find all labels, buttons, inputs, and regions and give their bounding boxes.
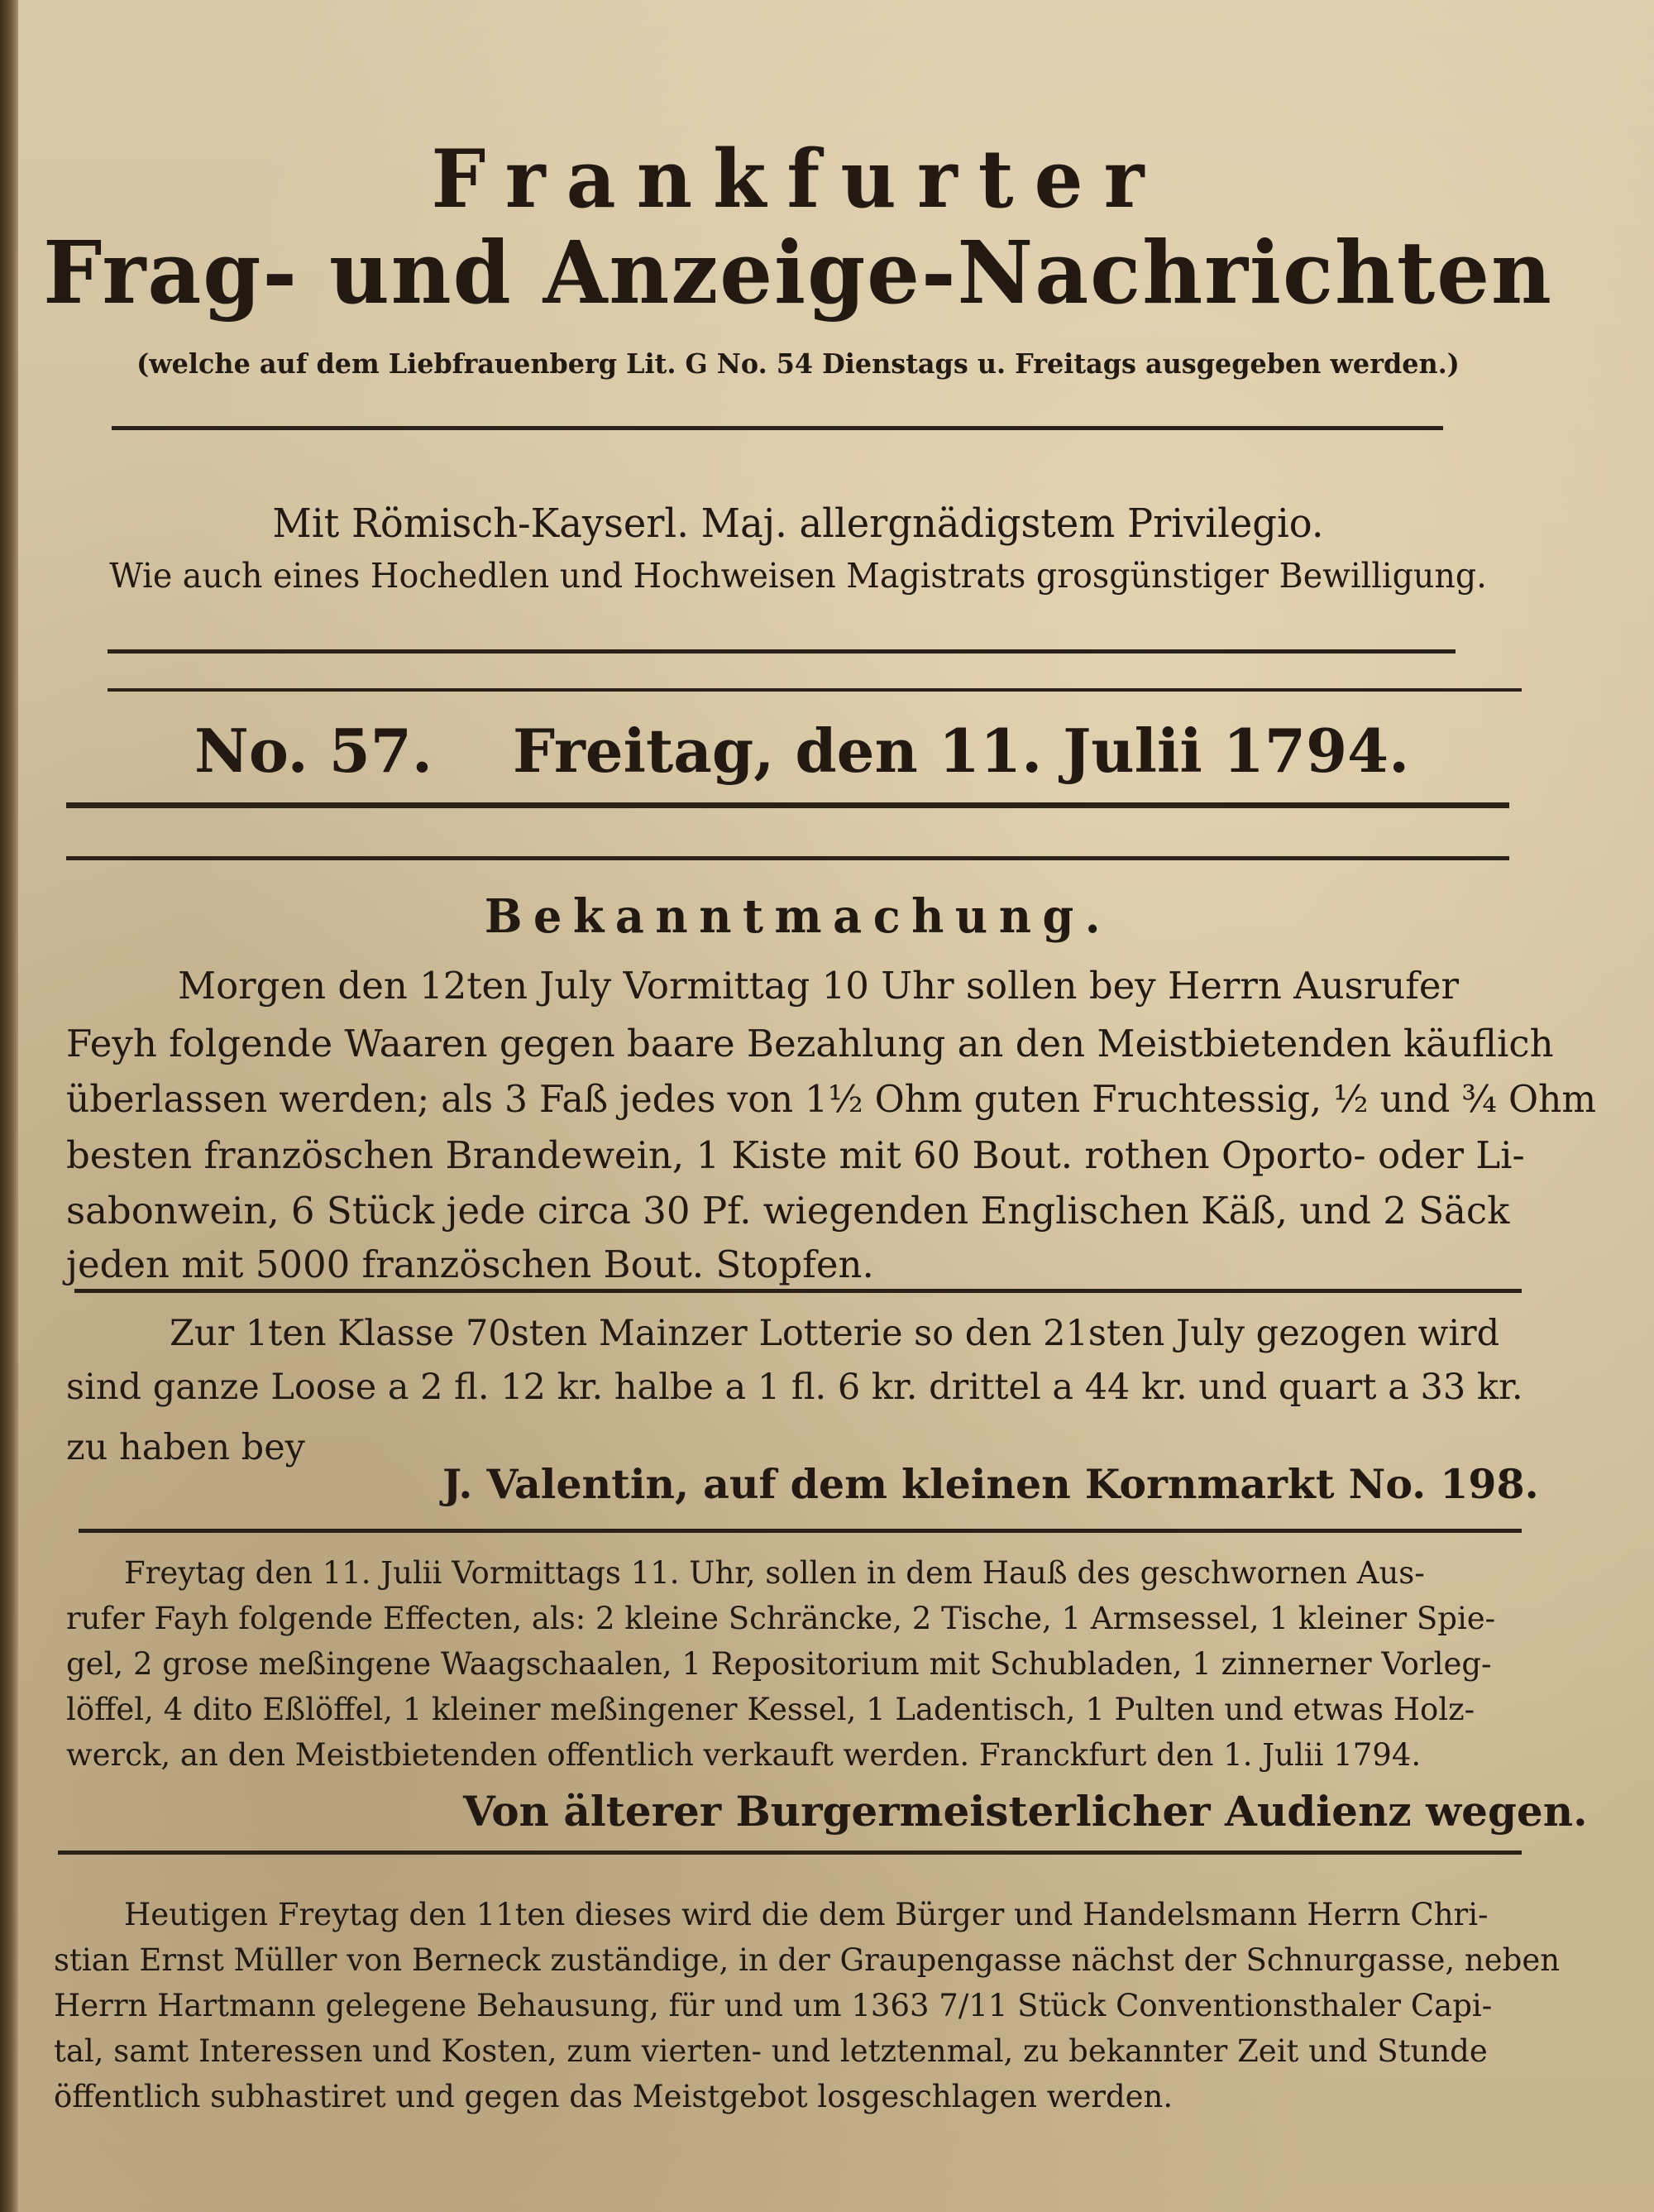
announcement-3-line: Freytag den 11. Julii Vormittags 11. Uhr, sollen in dem Hauß des geschwornen Aus- [124,1555,1425,1591]
issue-divider-bottom [66,856,1509,860]
issue-number: No. 57. [194,716,433,786]
announcement-3-line: rufer Fayh folgende Effecten, als: 2 kleine Schräncke, 2 Tische, 1 Armsessel, 1 kleiner Spie- [66,1601,1496,1636]
masthead-divider [112,426,1443,430]
announcement-4-line: Heutigen Freytag den 11ten dieses wird die dem Bürger und Handelsmann Herrn Chri- [124,1897,1489,1932]
masthead-title-line1: Frankfurter [431,132,1165,226]
masthead-title-line2: Frag- und Anzeige-Nachrichten [43,222,1553,323]
book-spine-shadow [0,0,18,2212]
announcement-1-line: überlassen werden; als 3 Faß jedes von 1½ Ohm guten Fruchtessig, ½ und ¾ Ohm [66,1077,1597,1121]
announcement-3-line: werck, an den Meistbietenden offentlich verkauft werden. Franckfurt den 1. Julii 1794. [66,1737,1422,1773]
announcement-1-line: sabonwein, 6 Stück jede circa 30 Pf. wiegenden Englischen Käß, und 2 Säck [66,1189,1510,1233]
announcement-1-line: jeden mit 5000 französchen Bout. Stopfen. [66,1242,874,1286]
announcement-4-line: Herrn Hartmann gelegene Behausung, für und um 1363 7/11 Stück Conventionsthaler Capi- [54,1988,1493,2023]
privilege-divider-bottom [108,688,1522,692]
privilege-line-1: Mit Römisch-Kayserl. Maj. allergnädigstem Privilegio. [272,500,1324,547]
announcement-4-line: tal, samt Interessen und Kosten, zum vierten- und letztenmal, zu bekannter Zeit und Stunde [54,2033,1488,2069]
issue-date: Freitag, den 11. Julii 1794. [513,716,1410,786]
announcement-2-line: sind ganze Loose a 2 fl. 12 kr. halbe a 1 fl. 6 kr. drittel a 44 kr. und quart a 33 kr. [66,1367,1523,1408]
announcement-3-line: gel, 2 grose meßingene Waagschaalen, 1 Repositorium mit Schubladen, 1 zinnerner Vorleg- [66,1646,1492,1682]
announcement-2-line: zu haben bey [66,1427,305,1468]
announcement-heading: Bekanntmachung. [484,889,1112,944]
announcement-2-line: Zur 1ten Klasse 70sten Mainzer Lotterie so den 21sten July gezogen wird [170,1313,1500,1354]
announcement-divider [79,1529,1522,1533]
privilege-divider-top [108,649,1456,654]
announcement-divider [74,1289,1522,1293]
announcement-4-line: öffentlich subhastiret und gegen das Meistgebot losgeschlagen werden. [54,2079,1174,2114]
announcement-4-line: stian Ernst Müller von Berneck zuständige, in der Graupengasse nächst der Schnurgasse, neben [54,1942,1561,1978]
masthead-subtitle: (welche auf dem Liebfrauenberg Lit. G No. 54 Dienstags u. Freitags ausgegeben werden.) [136,347,1460,380]
announcement-3-line: löffel, 4 dito Eßlöffel, 1 kleiner meßingener Kessel, 1 Ladentisch, 1 Pulten und etwas Holz- [66,1692,1475,1727]
announcement-3-authority: Von älterer Burgermeisterlicher Audienz wegen. [463,1787,1588,1836]
issue-divider-top [66,802,1509,808]
announcement-1-line: besten französchen Brandewein, 1 Kiste mit 60 Bout. rothen Oporto- oder Li- [66,1133,1525,1177]
announcement-1-line: Morgen den 12ten July Vormittag 10 Uhr sollen bey Herrn Ausrufer [178,964,1460,1008]
privilege-line-2: Wie auch eines Hochedlen und Hochweisen Magistrats grosgünstiger Bewilligung. [109,556,1487,596]
announcement-1-line: Feyh folgende Waaren gegen baare Bezahlung an den Meistbietenden käuflich [66,1022,1554,1065]
announcement-2-signature: J. Valentin, auf dem kleinen Kornmarkt No. 198. [442,1460,1539,1508]
announcement-divider [58,1851,1522,1855]
